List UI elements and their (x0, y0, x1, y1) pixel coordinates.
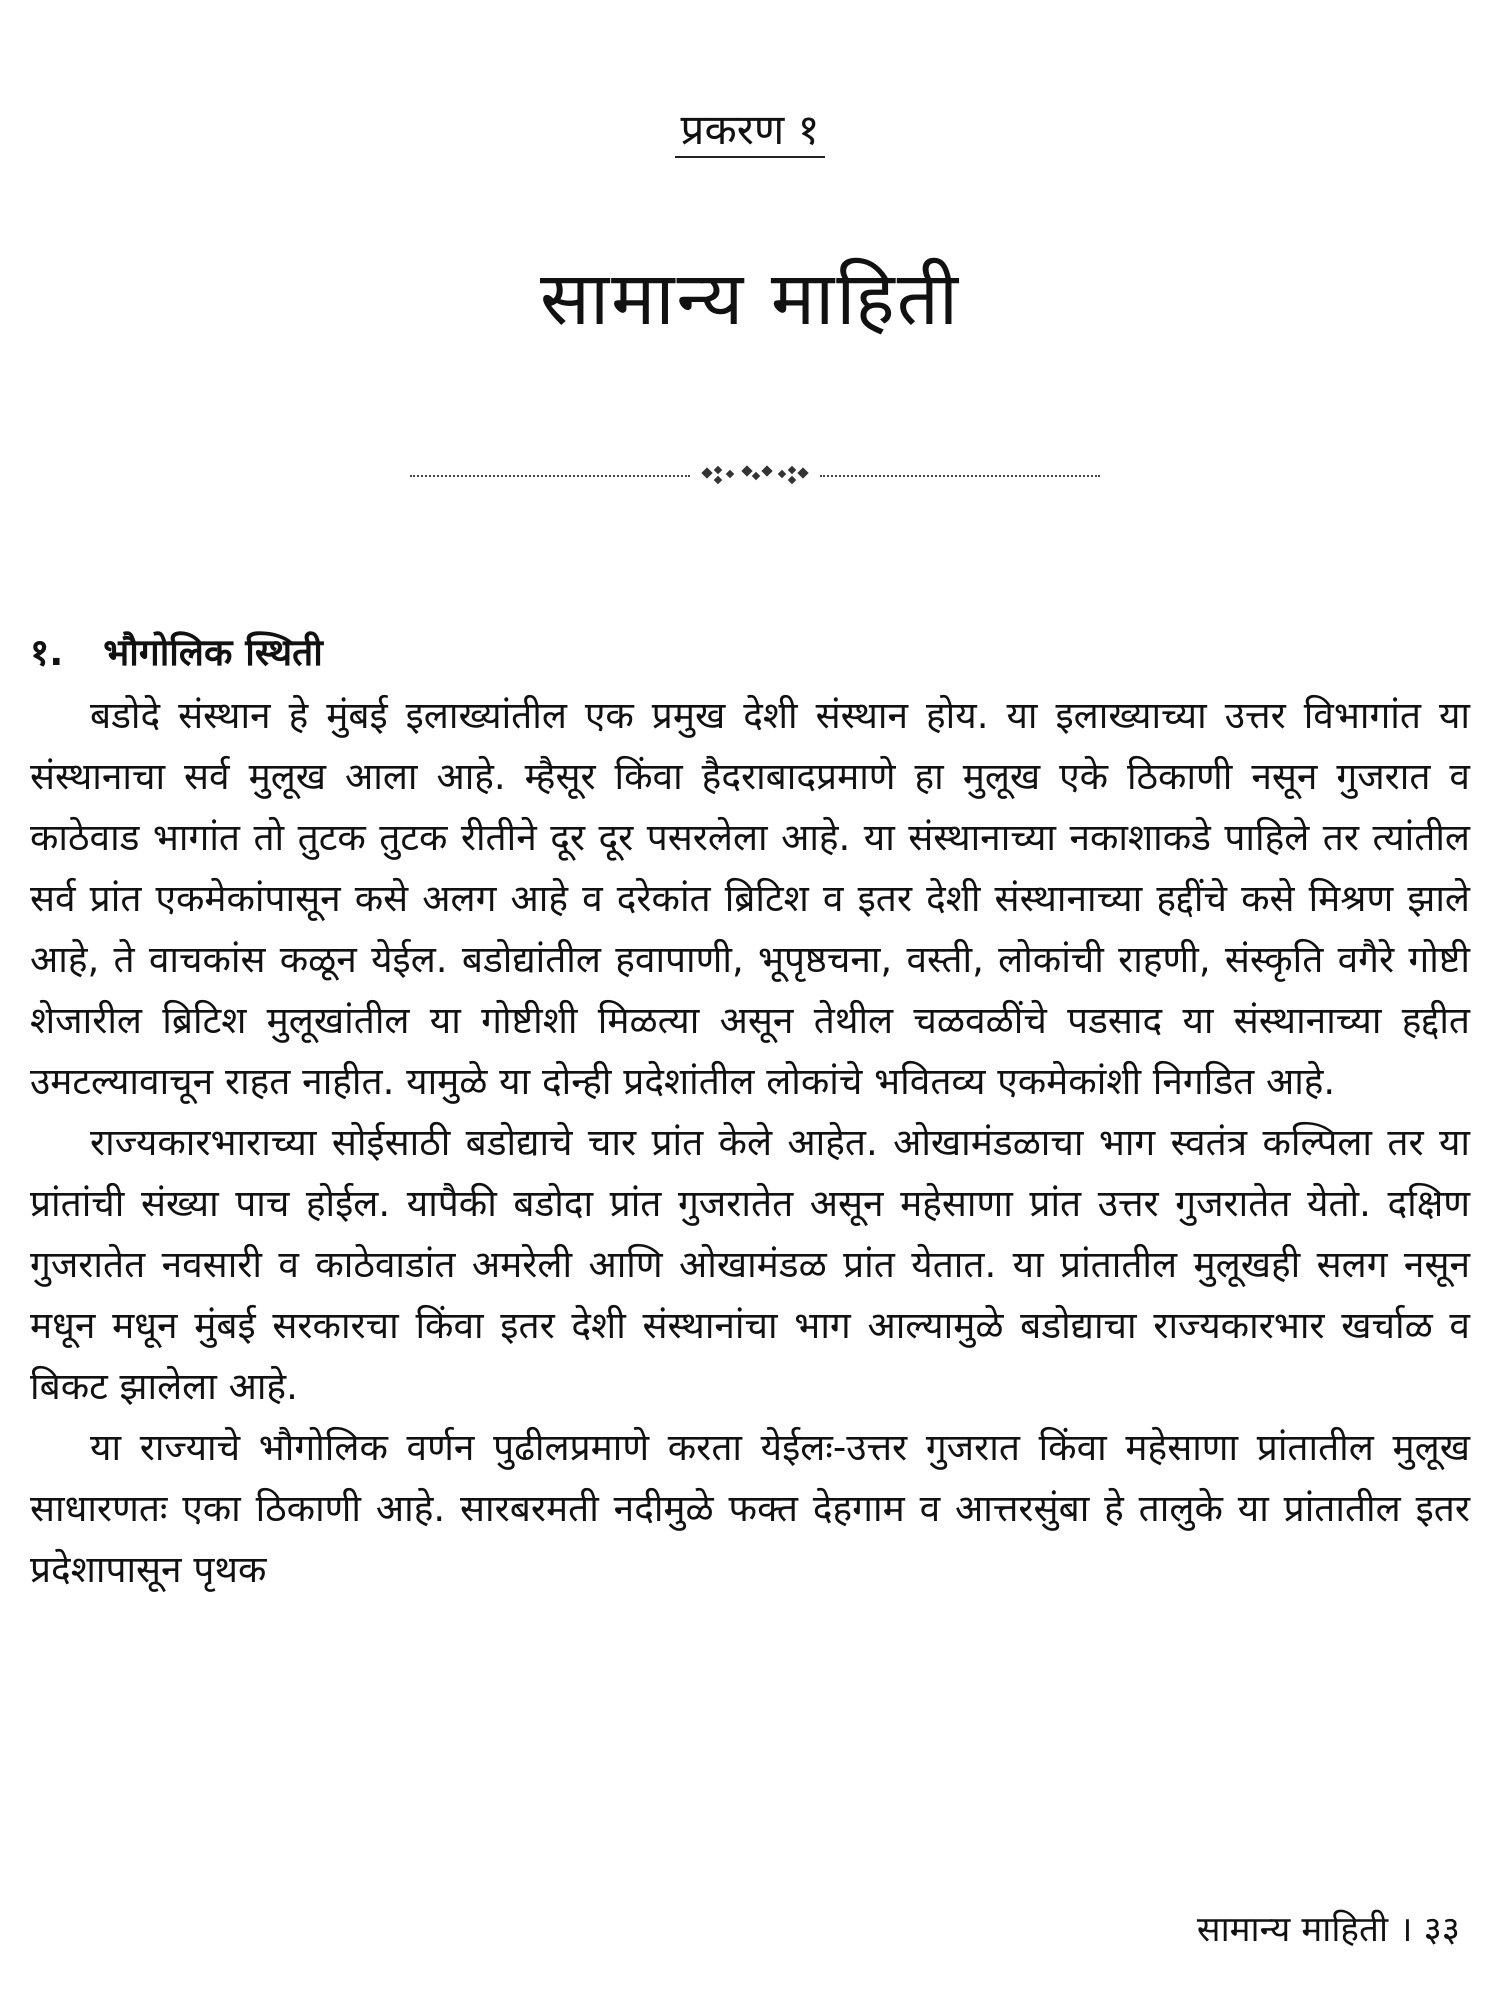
running-title: सामान्य माहिती (1196, 1910, 1389, 1950)
title-ornament (410, 455, 1100, 495)
chapter-label-text: प्रकरण १ (675, 105, 826, 158)
section-title: भौगोलिक स्थिती (103, 631, 323, 674)
section-heading (30, 625, 323, 676)
paragraph: बडोदे संस्थान हे मुंबई इलाख्यांतील एक प्रमुख देशी संस्थान होय. या इलाख्याच्या उत्तर विभागांत या संस्थानाचा सर्व मुलूख आला आहे. म्हैसूर किंवा हैदराबादप्रमाणे हा मुलूख एके ठिकाणी नसून गुजरात व काठेवाड भागांत तो तुटक तुटक रीतीने दूर दूर पसरलेला आहे. या संस्थानाच्या नकाशाकडे पाहिले तर त्यांतील सर्व प्रांत एकमेकांपासून कसे अलग आहे व दरेकांत ब्रिटिश व इतर देशी संस्थानाच्या हद्दींचे कसे मिश्रण झाले आहे, ते वाचकांस कळून येईल. बडोद्यांतील हवापाणी, भूपृष्ठचना, वस्ती, लोकांची राहणी, संस्कृति वगैरे गोष्टी शेजारील ब्रिटिश मुलूखांतील या गोष्टीशी मिळत्या असून तेथील चळवळींचे पडसाद या संस्थानाच्या हद्दीत उमटल्यावाचून राहत नाहीत. यामुळे या दोन्ही प्रदेशांतील लोकांचे भवितव्य एकमेकांशी निगडित आहे. (30, 694, 1470, 1103)
paragraph: या राज्याचे भौगोलिक वर्णन पुढीलप्रमाणे करता येईलः-उत्तर गुजरात किंवा महेसाणा प्रांतातील मुलूख साधारणतः एका ठिकाणी आहे. सारबरमती नदीमुळे फक्त देहगाम व आत्तरसुंबा हे तालुके या प्रांतातील इतर प्रदेशापासून पृथक (30, 1426, 1470, 1591)
chapter-title: सामान्य माहिती (539, 256, 961, 342)
chapter-label (0, 100, 1500, 157)
page-footer (1197, 1905, 1460, 1952)
paragraph: राज्यकारभाराच्या सोईसाठी बडोद्याचे चार प्रांत केले आहेत. ओखामंडळाचा भाग स्वतंत्र कल्पिला तर या प्रांतांची संख्या पाच होईल. यापैकी बडोदा प्रांत गुजरातेत असून महेसाणा प्रांत उत्तर गुजरातेत येतो. दक्षिण गुजरातेत नवसारी व काठेवाडांत अमरेली आणि ओखामंडळ प्रांत येतात. या प्रांतातील मुलूखही सलग नसून मधून मधून मुंबई सरकारचा किंवा इतर देशी संस्थानांचा भाग आल्यामुळे बडोद्याचा राज्यकारभार खर्चाळ व बिकट झालेला आहे. (30, 1121, 1470, 1408)
section-number: १. (30, 631, 64, 674)
diamond-motif-icon (695, 459, 815, 491)
footer-separator: । (1399, 1910, 1413, 1950)
ornament-rule-left (410, 475, 690, 477)
ornament-rule-right (820, 475, 1100, 477)
body-text (30, 685, 1470, 1600)
page-number: ३३ (1423, 1910, 1460, 1950)
